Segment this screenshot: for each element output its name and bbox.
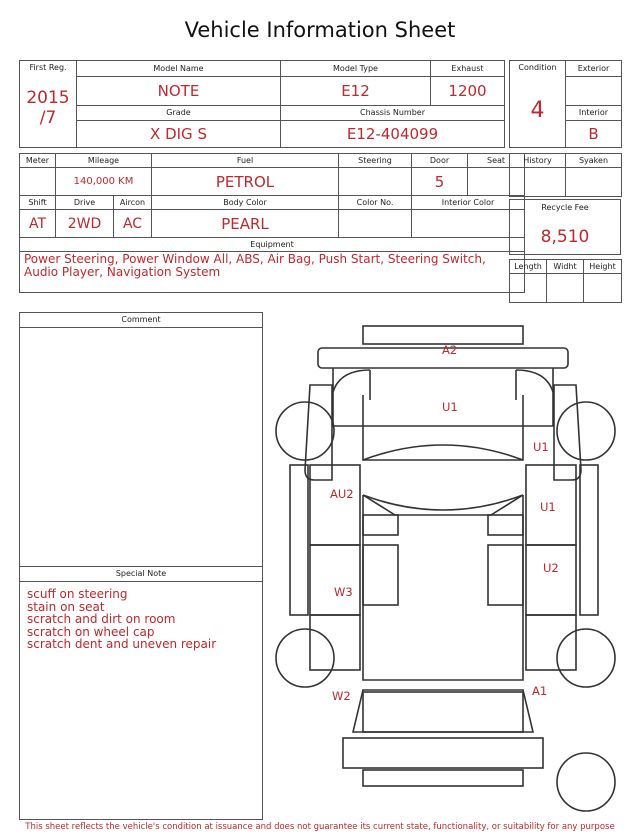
rear-bumper: [343, 738, 543, 768]
door-value: 5: [412, 168, 468, 196]
recycle-fee-value: 8,510: [540, 227, 590, 247]
condition-value: 4: [530, 98, 545, 123]
drive-value: 2WD: [56, 210, 114, 238]
history-value: [510, 168, 566, 197]
right-sill: [580, 465, 598, 615]
cabin: [363, 495, 523, 680]
special-note-item: scratch and dirt on room: [27, 612, 176, 627]
exhaust-label: Exhaust: [451, 63, 484, 73]
equipment-value: Power Steering, Power Window All, ABS, Air Bag, Push Start, Steering Switch, Audio Player, Navigation System: [24, 252, 486, 279]
disclaimer-footer: This sheet reflects the vehicle's condition at issuance and does not guarantee its current state, functionality, or suitability for any purpose: [25, 822, 615, 832]
right-rear-door: [526, 545, 576, 615]
steering-value: [339, 168, 412, 196]
meter-value: [20, 168, 56, 196]
history-label: History: [523, 156, 552, 165]
mark-a2: A2: [442, 343, 458, 357]
mark-u1-right-door: U1: [540, 500, 556, 514]
interior-color-value: [412, 210, 525, 238]
first-reg-label: First Reg.: [29, 63, 67, 72]
grade-label: Grade: [166, 108, 191, 118]
door-label: Door: [429, 156, 450, 165]
front-bumper: [363, 326, 523, 344]
condition-label: Condition: [518, 63, 557, 72]
recycle-fee-label: Recycle Fee: [541, 203, 589, 212]
chassis-value: E12-404099: [281, 121, 505, 148]
interior-label: Interior: [578, 108, 609, 118]
dimensions-table: [509, 259, 622, 303]
mark-u2: U2: [543, 561, 559, 575]
left-rear-door: [310, 545, 360, 615]
page-title: Vehicle Information Sheet: [184, 18, 456, 42]
drive-label: Drive: [73, 198, 96, 207]
special-note-list: [27, 588, 216, 651]
mark-u1-roof: U1: [442, 400, 458, 414]
exterior-label: Exterior: [577, 63, 610, 73]
mark-w2: W2: [332, 689, 351, 703]
exhaust-value: 1200: [431, 76, 505, 105]
height-value: [584, 274, 622, 303]
body-color-value: PEARL: [152, 210, 339, 238]
model-name-value: NOTE: [77, 76, 281, 105]
color-no-value: [339, 210, 412, 238]
history-table: [509, 153, 622, 197]
roof-front: [363, 495, 523, 510]
vehicle-detail-table: [19, 153, 525, 293]
mark-au2: AU2: [330, 487, 354, 501]
comment-label: Comment: [20, 313, 262, 328]
length-label: Length: [514, 262, 542, 271]
wheel-rear-right: [557, 629, 615, 687]
spare-wheel: [557, 753, 615, 811]
mark-a1: A1: [532, 684, 548, 698]
mark-w3: W3: [334, 585, 353, 599]
shift-label: Shift: [28, 198, 47, 207]
mark-u1-right-fender: U1: [533, 440, 549, 454]
condition-table: [509, 60, 622, 148]
seat-label: Seat: [486, 156, 506, 165]
rear-lower: [363, 770, 523, 786]
special-note-label: Special Note: [20, 566, 262, 582]
first-reg-month: /7: [39, 108, 57, 128]
car-damage-diagram: [270, 320, 625, 820]
special-note-item: scuff on steering: [27, 587, 128, 601]
vehicle-basic-table: [19, 60, 505, 148]
width-label: Widht: [553, 262, 577, 271]
interior-value: B: [566, 121, 622, 148]
syaken-label: Syaken: [578, 156, 609, 165]
left-sill: [290, 465, 308, 615]
wheel-front-left: [276, 402, 334, 460]
special-note-item: stain on seat: [27, 599, 105, 614]
grade-value: X DIG S: [77, 121, 281, 148]
recycle-fee-box: [509, 199, 621, 255]
meter-label: Meter: [25, 156, 50, 165]
mileage-value: 140,000 KM: [56, 168, 152, 196]
right-rear-quarter: [526, 615, 576, 670]
steering-label: Steering: [358, 156, 392, 165]
aircon-value: AC: [114, 210, 152, 238]
first-reg-year: 2015: [26, 88, 70, 108]
model-type-label: Model Type: [333, 63, 378, 73]
aircon-label: Aircon: [119, 198, 146, 207]
left-rear-quarter: [310, 615, 360, 670]
shift-value: AT: [20, 210, 56, 238]
model-name-label: Model Name: [153, 63, 204, 73]
special-note-item: scratch dent and uneven repair: [27, 637, 217, 652]
mileage-label: Mileage: [87, 156, 120, 165]
height-label: Height: [589, 262, 616, 271]
body-color-label: Body Color: [223, 198, 267, 207]
interior-color-label: Interior Color: [441, 198, 495, 207]
model-type-value: E12: [281, 76, 431, 105]
fuel-label: Fuel: [236, 156, 254, 165]
exterior-value: [566, 76, 622, 105]
comment-box: [19, 312, 263, 820]
special-note-item: scratch on wheel cap: [27, 624, 155, 639]
wheel-rear-left: [276, 629, 334, 687]
wheel-front-right: [557, 402, 615, 460]
fuel-value: PETROL: [152, 168, 339, 196]
length-value: [510, 274, 547, 303]
chassis-label: Chassis Number: [360, 108, 425, 118]
hood: [333, 368, 553, 426]
syaken-value: [566, 168, 622, 197]
equipment-label: Equipment: [250, 240, 294, 249]
width-value: [547, 274, 584, 303]
rear-window: [353, 690, 533, 732]
color-no-label: Color No.: [356, 198, 394, 207]
left-front-door: [310, 465, 360, 545]
windshield: [363, 445, 523, 460]
